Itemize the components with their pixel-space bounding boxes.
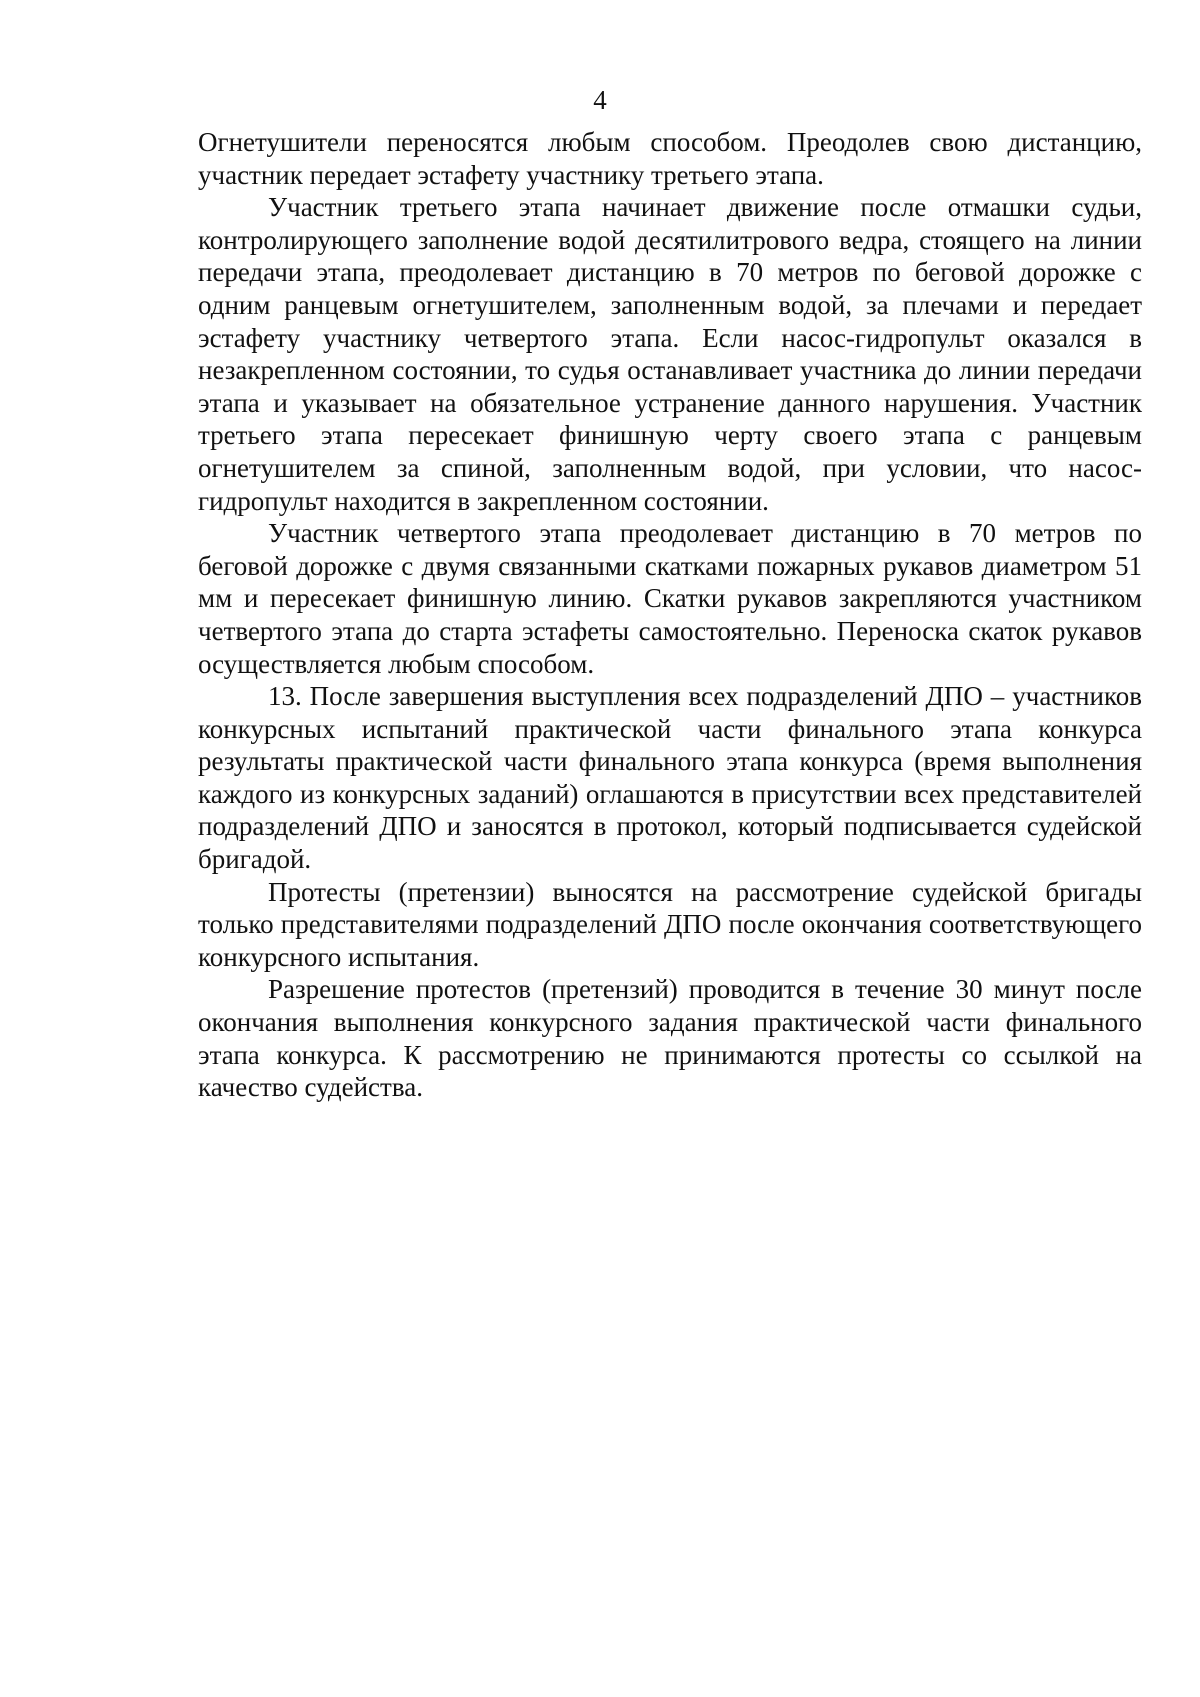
paragraph-item-13: 13. После завершения выступления всех подразделений ДПО – участников конкурсных испытаний практической части финального этапа конкурса результаты практической части финального этапа конкурса (время выполнения каждого из конкурсных заданий) оглашаются в присутствии всех представителей подразделений ДПО и заносятся в протокол, который подписывается судейской бригадой. bbox=[198, 681, 1142, 875]
paragraph-protests: Протесты (претензии) выносятся на рассмотрение судейской бригады только представителями подразделений ДПО после окончания соответствующего конкурсного испытания. bbox=[198, 876, 1142, 972]
document-body bbox=[198, 126, 1142, 1104]
paragraph-fourth-stage: Участник четвертого этапа преодолевает дистанцию в 70 метров по беговой дорожке с двумя связанными скатками пожарных рукавов диаметром 51 мм и пересекает финишную линию. Скатки рукавов закрепляются участником четвертого этапа до старта эстафеты самостоятельно. Переноска скаток рукавов осуществляется любым способом. bbox=[198, 518, 1142, 679]
paragraph-protest-resolution: Разрешение протестов (претензий) проводится в течение 30 минут после окончания выполнения конкурсного задания практической части финального этапа конкурса. К рассмотрению не принимаются протесты со ссылкой на качество судейства. bbox=[198, 974, 1142, 1103]
page-number: 4 bbox=[593, 85, 607, 115]
paragraph-continuation: Огнетушители переносятся любым способом. Преодолев свою дистанцию, участник передает эстафету участнику третьего этапа. bbox=[198, 127, 1142, 190]
paragraph-third-stage: Участник третьего этапа начинает движение после отмашки судьи, контролирующего заполнение водой десятилитрового ведра, стоящего на линии передачи этапа, преодолевает дистанцию в 70 метров по беговой дорожке с одним ранцевым огнетушителем, заполненным водой, за плечами и передает эстафету участнику четвертого этапа. Если насос-гидропульт оказался в незакрепленном состоянии, то судья останавливает участника до линии передачи этапа и указывает на обязательное устранение данного нарушения. Участник третьего этапа пересекает финишную черту своего этапа с ранцевым огнетушителем за спиной, заполненным водой, при условии, что насос-гидропульт находится в закрепленном состоянии. bbox=[198, 192, 1142, 516]
